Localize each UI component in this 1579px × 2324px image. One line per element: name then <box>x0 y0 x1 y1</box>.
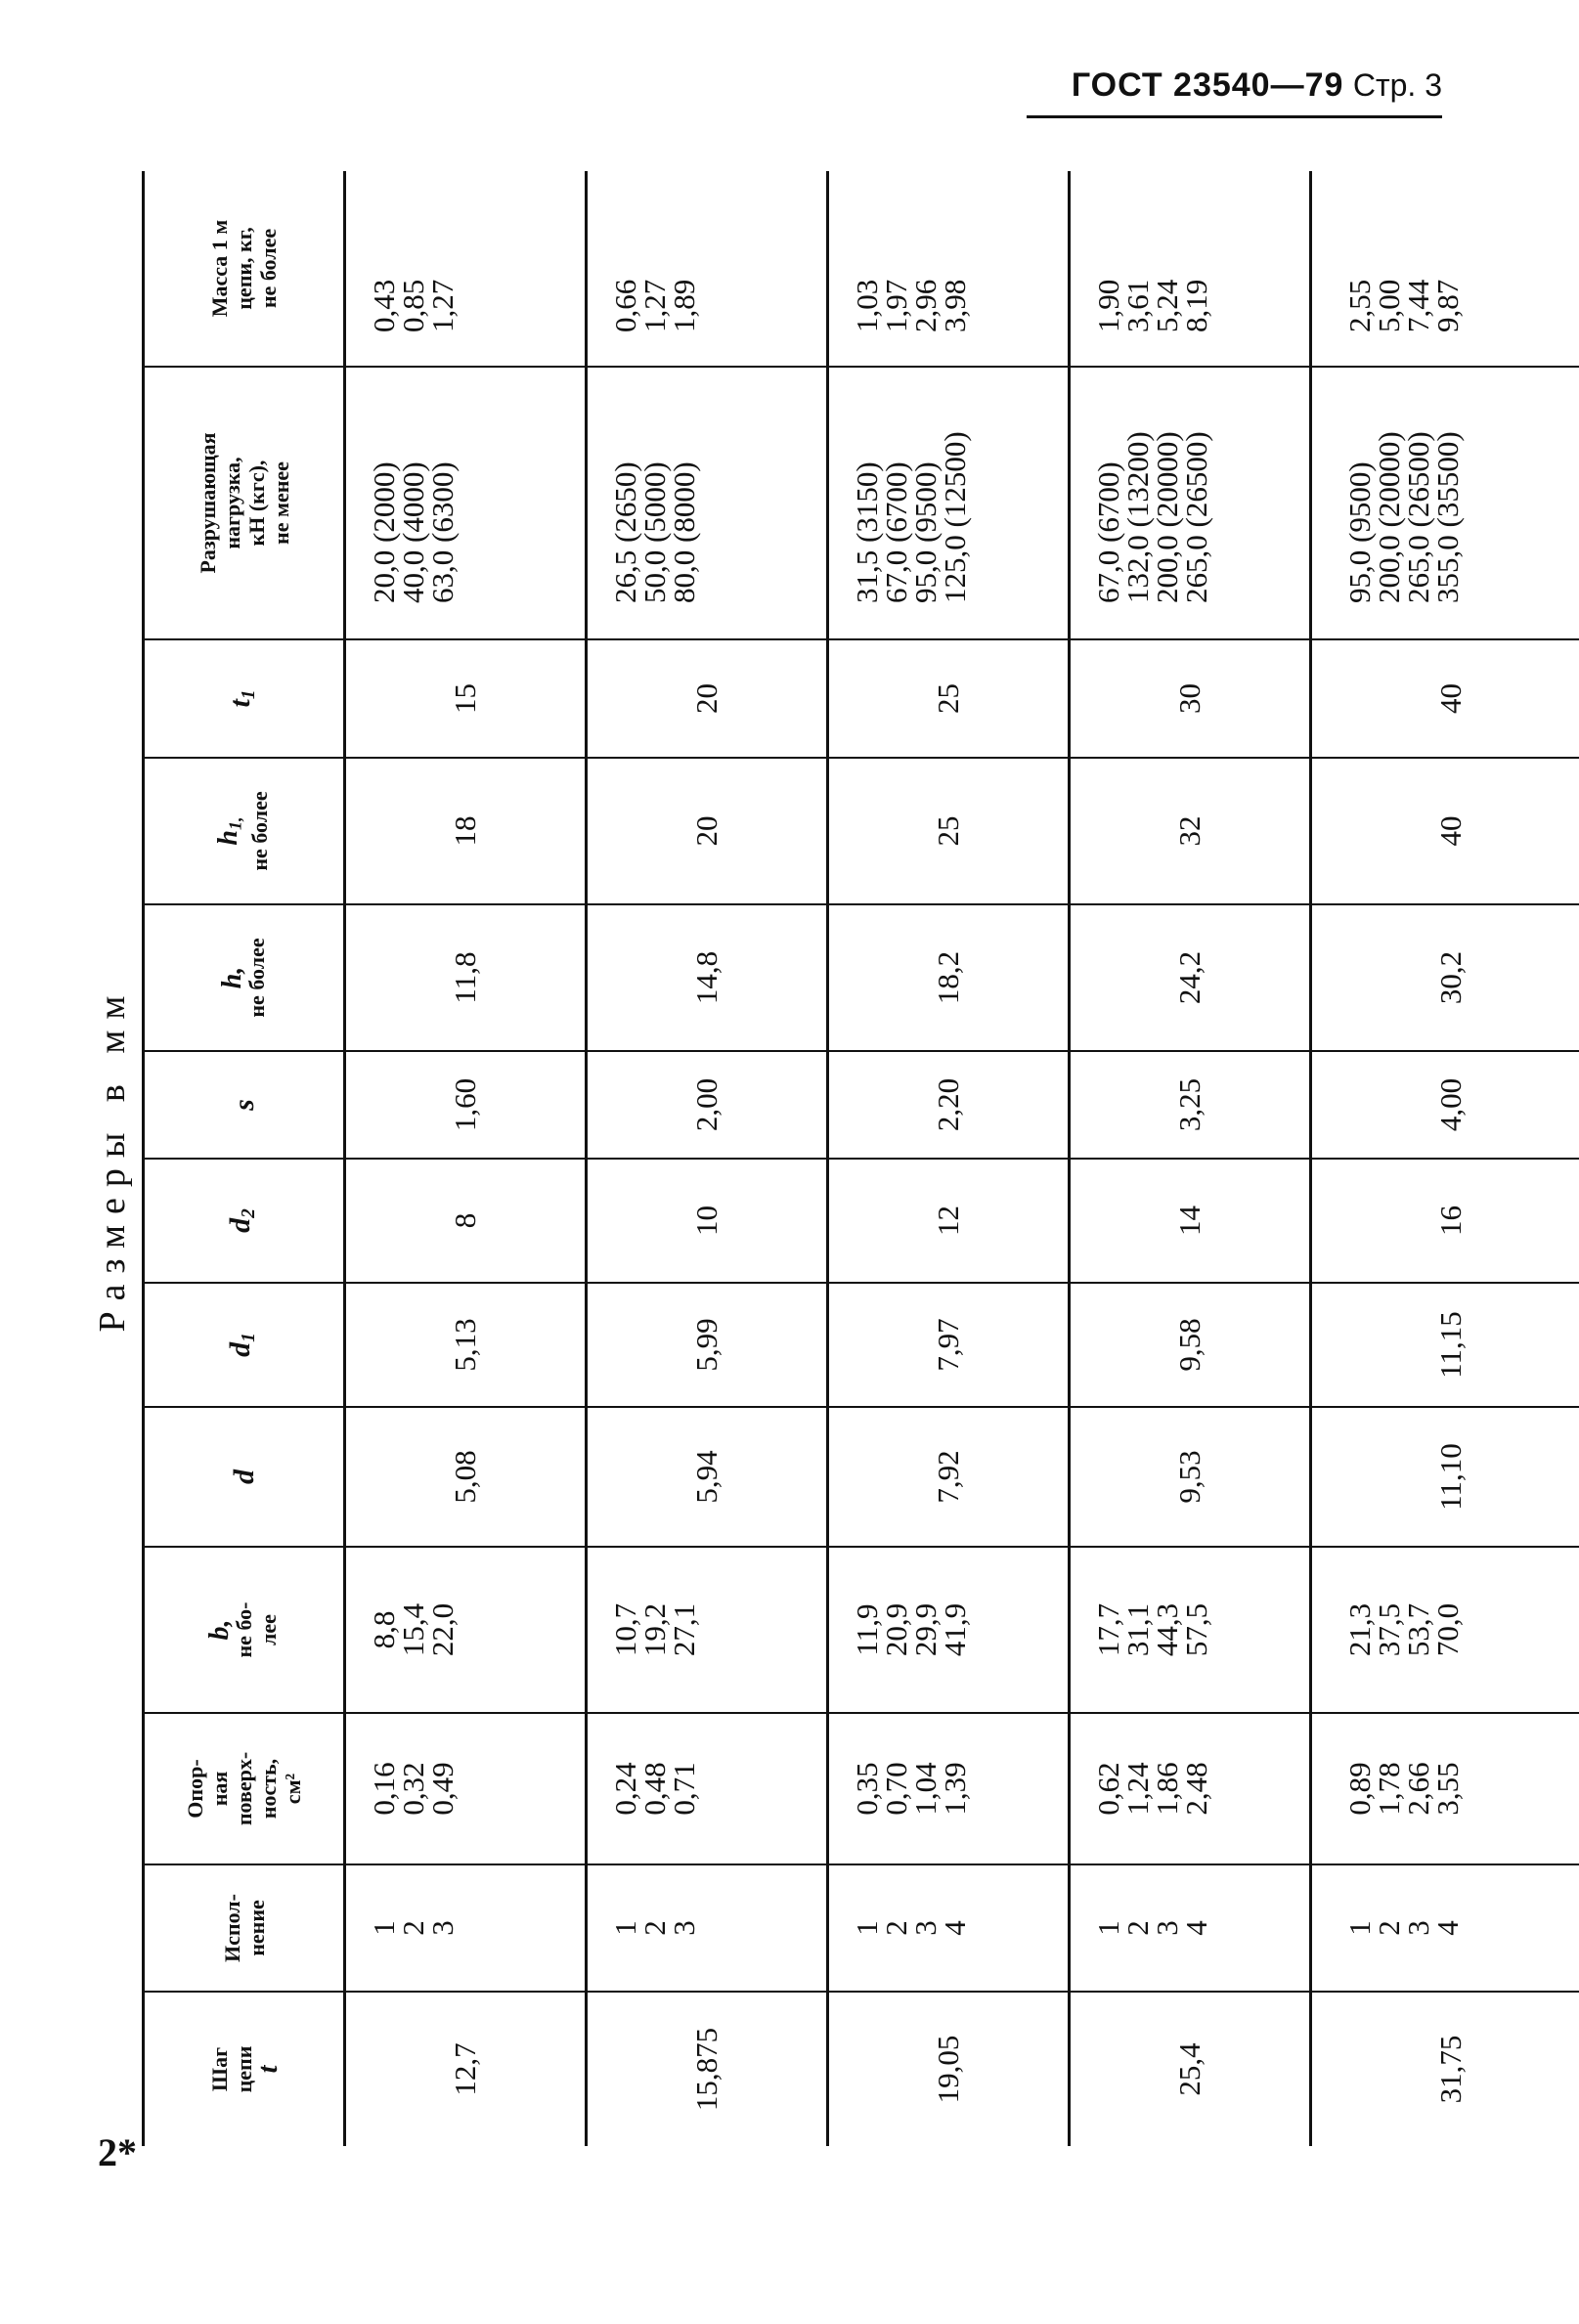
cell-variants: 1 2 3 4 <box>828 1864 1070 1992</box>
chain-dimensions-table <box>142 171 1579 2146</box>
cell-d1: 9,58 <box>1070 1283 1311 1407</box>
cell-h1: 40 <box>1311 758 1579 904</box>
cell-d1: 11,15 <box>1311 1283 1579 1407</box>
cell-chain-pitch: 15,875 <box>587 1992 828 2146</box>
cell-s: 3,25 <box>1070 1051 1311 1159</box>
cell-t1: 40 <box>1311 639 1579 758</box>
cell-mass: 0,66 1,27 1,89 <box>587 171 828 367</box>
cell-chain-pitch: 12,7 <box>448 2042 482 2096</box>
cell-breaking-load: 31,5 (3150) 67,0 (6700) 95,0 (9500) 125,0 (12500) <box>828 367 1070 639</box>
cell-breaking-load: 67,0 (6700) 132,0 (13200) 200,0 (20000) 265,0 (26500) <box>1070 367 1311 639</box>
col-header-s: s <box>144 1051 345 1159</box>
table-row <box>1070 171 1311 2146</box>
rotated-table-container <box>78 171 1468 2146</box>
table-caption: Размеры в мм <box>92 985 133 1333</box>
col-header-bearing-area: Опор- ная поверх- ность, см² <box>144 1713 345 1864</box>
table-row <box>828 171 1070 2146</box>
cell-bearing-area: 0,35 0,70 1,04 1,39 <box>828 1713 1070 1864</box>
standard-number: ГОСТ 23540—79 <box>1071 66 1344 104</box>
table-row <box>1311 171 1579 2146</box>
cell-d2: 16 <box>1311 1159 1579 1283</box>
cell-h1: 25 <box>828 758 1070 904</box>
cell-s: 2,00 <box>587 1051 828 1159</box>
cell-b: 11,9 20,9 29,9 41,9 <box>828 1547 1070 1713</box>
cell-h: 30,2 <box>1311 904 1579 1051</box>
cell-breaking-load: 26,5 (2650) 50,0 (5000) 80,0 (8000) <box>587 367 828 639</box>
cell-t1: 30 <box>1070 639 1311 758</box>
cell-mass: 2,55 5,00 7,44 9,87 <box>1311 171 1579 367</box>
page-signature-mark: 2* <box>98 2130 137 2174</box>
cell-d2: 10 <box>587 1159 828 1283</box>
cell-breaking-load: 20,0 (2000) 40,0 (4000) 63,0 (6300) <box>345 367 587 639</box>
cell-d: 5,08 <box>345 1407 587 1547</box>
col-header-d: d <box>144 1407 345 1547</box>
header-row <box>144 171 345 2146</box>
cell-h1: 32 <box>1070 758 1311 904</box>
cell-d1: 5,13 <box>345 1283 587 1407</box>
col-header-t1: $t_1$ <box>144 639 345 758</box>
cell-d1: 5,99 <box>587 1283 828 1407</box>
cell-h: 18,2 <box>828 904 1070 1051</box>
cell-d1: 7,97 <box>828 1283 1070 1407</box>
cell-t1: 25 <box>828 639 1070 758</box>
cell-h: 14,8 <box>587 904 828 1051</box>
page-header <box>1027 66 1442 121</box>
cell-d: 11,10 <box>1311 1407 1579 1547</box>
cell-h: 24,2 <box>1070 904 1311 1051</box>
cell-variants: 1 2 3 <box>587 1864 828 1992</box>
col-header-d1: $d_1$ <box>144 1283 345 1407</box>
cell-chain-pitch: 25,4 <box>1070 1992 1311 2146</box>
cell-variants: 1 2 3 4 <box>1070 1864 1311 1992</box>
cell-mass: 1,03 1,97 2,96 3,98 <box>828 171 1070 367</box>
cell-s: 1,60 <box>345 1051 587 1159</box>
cell-b: 21,3 37,5 53,7 70,0 <box>1311 1547 1579 1713</box>
col-header-variant: Испол- нение <box>144 1864 345 1992</box>
cell-t1: 15 <box>345 639 587 758</box>
cell-variants: 1 2 3 <box>345 1864 587 1992</box>
col-header-d2: $d_2$ <box>144 1159 345 1283</box>
cell-d: 9,53 <box>1070 1407 1311 1547</box>
col-header-breaking-load: Разрушающая нагрузка, кН (кгс), не менее <box>144 367 345 639</box>
cell-d2: 14 <box>1070 1159 1311 1283</box>
cell-d: 7,92 <box>828 1407 1070 1547</box>
cell-t1: 20 <box>587 639 828 758</box>
col-header-h1: $h_{1,}$ не более <box>144 758 345 904</box>
cell-mass: 1,90 3,61 5,24 8,19 <box>1070 171 1311 367</box>
table-row <box>587 171 828 2146</box>
cell-b: 8,8 15,4 22,0 <box>345 1547 587 1713</box>
cell-d: 5,94 <box>587 1407 828 1547</box>
col-header-h: h, не более <box>144 904 345 1051</box>
cell-bearing-area: 0,24 0,48 0,71 <box>587 1713 828 1864</box>
header-rule <box>1027 115 1442 118</box>
cell-bearing-area: 0,62 1,24 1,86 2,48 <box>1070 1713 1311 1864</box>
table-row <box>345 171 587 2146</box>
col-header-mass: Масса 1 м цепи, кг, не более <box>144 171 345 367</box>
col-header-chain-pitch: Шаг цепи t <box>144 1992 345 2146</box>
cell-d2: 8 <box>345 1159 587 1283</box>
cell-chain-pitch: 19,05 <box>828 1992 1070 2146</box>
cell-s: 2,20 <box>828 1051 1070 1159</box>
cell-h1: 20 <box>587 758 828 904</box>
page-number: Стр. 3 <box>1352 67 1442 103</box>
cell-variants: 1 2 3 4 <box>1311 1864 1579 1992</box>
cell-bearing-area: 0,16 0,32 0,49 <box>345 1713 587 1864</box>
cell-b: 10,7 19,2 27,1 <box>587 1547 828 1713</box>
cell-mass: 0,43 0,85 1,27 <box>345 171 587 367</box>
col-header-b: b, не бо- лее <box>144 1547 345 1713</box>
cell-s: 4,00 <box>1311 1051 1579 1159</box>
cell-bearing-area: 0,89 1,78 2,66 3,55 <box>1311 1713 1579 1864</box>
cell-h: 11,8 <box>345 904 587 1051</box>
cell-h1: 18 <box>345 758 587 904</box>
cell-d2: 12 <box>828 1159 1070 1283</box>
cell-breaking-load: 95,0 (9500) 200,0 (20000) 265,0 (26500) 355,0 (35500) <box>1311 367 1579 639</box>
cell-b: 17,7 31,1 44,3 57,5 <box>1070 1547 1311 1713</box>
cell-chain-pitch: 31,75 <box>1311 1992 1579 2146</box>
